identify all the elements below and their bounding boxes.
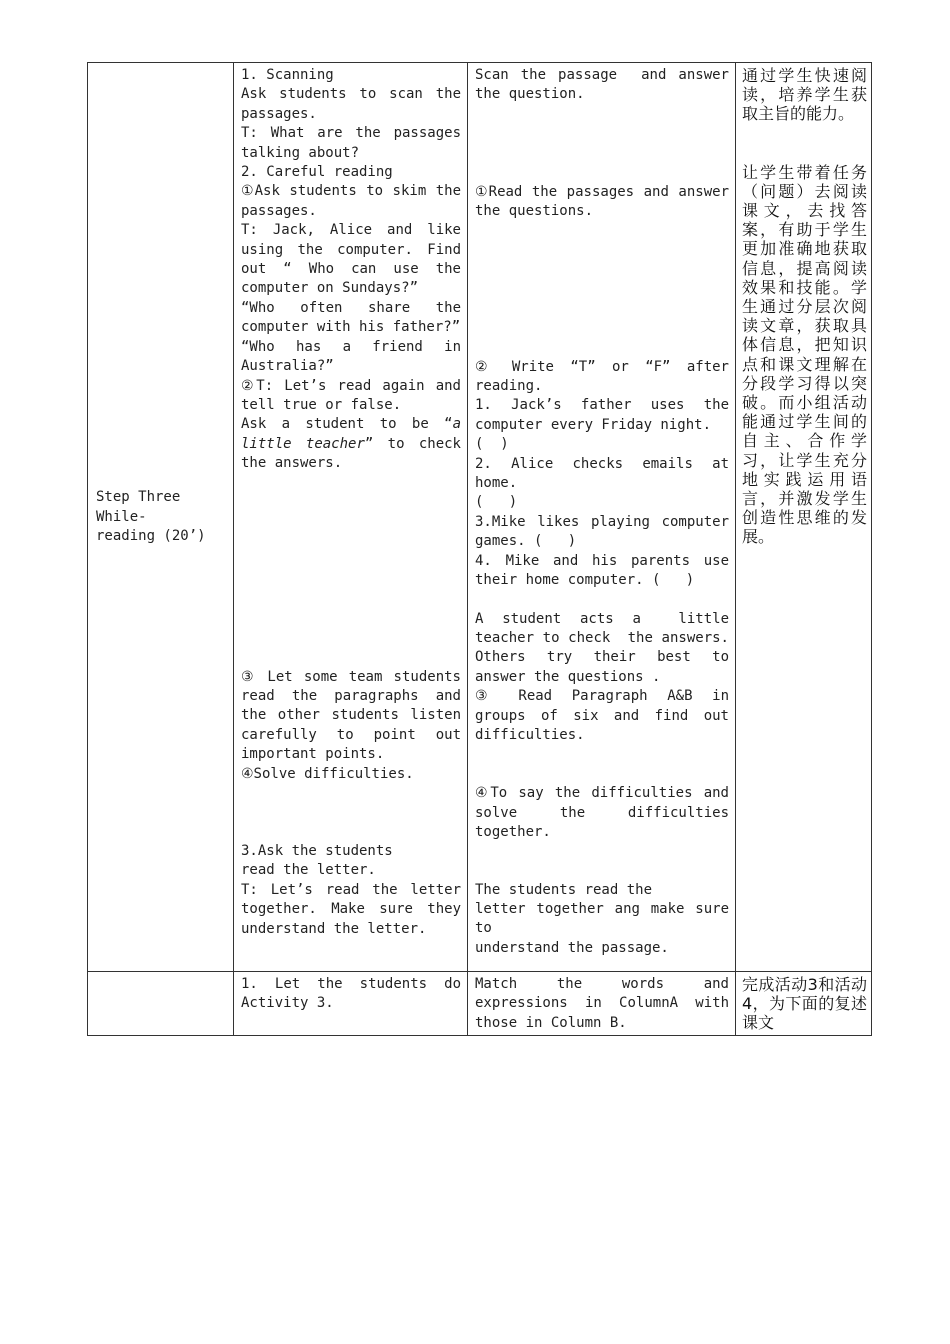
scanning-task: Ask students to scan the passages. xyxy=(241,86,470,122)
careful-step-1: ①Ask students to skim the passages. xyxy=(241,183,470,219)
difficulties-task: ④To say the difficulties and solve the difficulties together. xyxy=(475,785,738,841)
scanning-question: T: What are the passages talking about? xyxy=(241,125,470,161)
step-stage: While- xyxy=(96,508,147,525)
activity-row xyxy=(88,972,872,1036)
matching-task: Match the words and expressions in ColumnA with those in Column B. xyxy=(475,976,738,1031)
step-name: Step Three xyxy=(96,489,181,506)
spacer xyxy=(475,105,729,183)
little-teacher-activity: A student acts a little teacher to check the answers. Others try their best to answer the questions . xyxy=(475,610,738,685)
group-reading-task: ③ Read Paragraph A&B in groups of six and find out difficulties. xyxy=(475,688,738,743)
letter-reading-1: The students read the xyxy=(475,881,653,898)
tf-item-1-blank: ( ) xyxy=(475,436,509,453)
careful-step-2-post: ” to check the answers. xyxy=(241,435,470,472)
design-purpose-cell xyxy=(736,63,872,972)
spacer xyxy=(475,591,729,610)
scan-answer: Scan the passage and answer the question. xyxy=(475,67,738,103)
lesson-plan-table xyxy=(87,62,872,1036)
careful-step-1-question-2: “Who often share the computer with his father?” xyxy=(241,299,470,336)
tf-item-3: 3.Mike likes playing computer games. ( ) xyxy=(475,513,738,550)
tf-item-2: 2. Alice checks emails at home. xyxy=(475,455,738,492)
tf-item-2-blank: ( ) xyxy=(475,494,518,511)
little-teacher-emphasis: a little teacher xyxy=(241,416,470,452)
purpose-activities: 完成活动3和活动4，为下面的复述课文 xyxy=(742,975,867,1033)
step-cell-empty xyxy=(88,972,234,1036)
spacer xyxy=(742,124,867,163)
careful-step-1-question-3: “Who has a friend in Australia?” xyxy=(241,338,470,375)
student-activity-cell xyxy=(468,972,736,1036)
step-stage-time: reading (20’) xyxy=(96,528,206,545)
letter-task: T: Let’s read the letter together. Make sure they understand the letter. xyxy=(241,881,470,937)
tf-item-4: 4. Mike and his parents use their home computer. ( ) xyxy=(475,552,738,589)
letter-title-2: read the letter. xyxy=(241,862,376,879)
spacer xyxy=(241,784,461,842)
careful-step-2-check xyxy=(241,415,470,473)
tf-item-1: 1. Jack’s father uses the computer every Friday night. xyxy=(475,397,738,433)
true-false-task: ② Write “T” or “F” after reading. xyxy=(475,358,738,395)
spacer xyxy=(241,474,461,668)
careful-step-2-pre: Ask a student to be “ xyxy=(241,416,453,433)
read-answer: ①Read the passages and answer the questions. xyxy=(475,183,738,220)
design-purpose-cell xyxy=(736,972,872,1036)
spacer xyxy=(475,843,729,881)
purpose-scanning: 通过学生快速阅读，培养学生获取主旨的能力。 xyxy=(742,66,867,124)
step-cell xyxy=(88,63,234,972)
careful-step-1-question: T: Jack, Alice and like using the computer. Find out “ Who can use the computer on Sundays?” xyxy=(241,222,470,297)
letter-reading-2: letter together ang make sure to xyxy=(475,900,738,937)
letter-title: 3.Ask the students xyxy=(241,842,393,859)
careful-step-4: ④Solve difficulties. xyxy=(241,765,414,782)
careful-step-2: ②T: Let’s read again and tell true or false. xyxy=(241,377,470,413)
while-reading-row xyxy=(88,63,872,972)
letter-reading-3: understand the passage. xyxy=(475,939,669,956)
spacer xyxy=(475,745,729,784)
activity-3-task: 1. Let the students do Activity 3. xyxy=(241,976,470,1012)
careful-reading-title: 2. Careful reading xyxy=(241,164,393,181)
teacher-activity-cell xyxy=(234,63,468,972)
scanning-title: 1. Scanning xyxy=(241,67,334,83)
purpose-careful-reading: 让学生带着任务（问题）去阅读课文，去找答案，有助于学生更加准确地获取信息，提高阅读效果和技能。学生通过分层次阅读文章，获取具体信息，把知识点和课文理解在分段学习得以突破。而小组活动能通过学生间的自主、合作学习，让学生充分地实践运用语言，并激发学生创造性思维的发展。 xyxy=(742,162,867,547)
student-activity-cell xyxy=(468,63,736,972)
spacer xyxy=(475,222,729,358)
teacher-activity-cell xyxy=(234,972,468,1036)
careful-step-3: ③ Let some team students read the paragraphs and the other students listen carefully to point out important points. xyxy=(241,668,470,763)
